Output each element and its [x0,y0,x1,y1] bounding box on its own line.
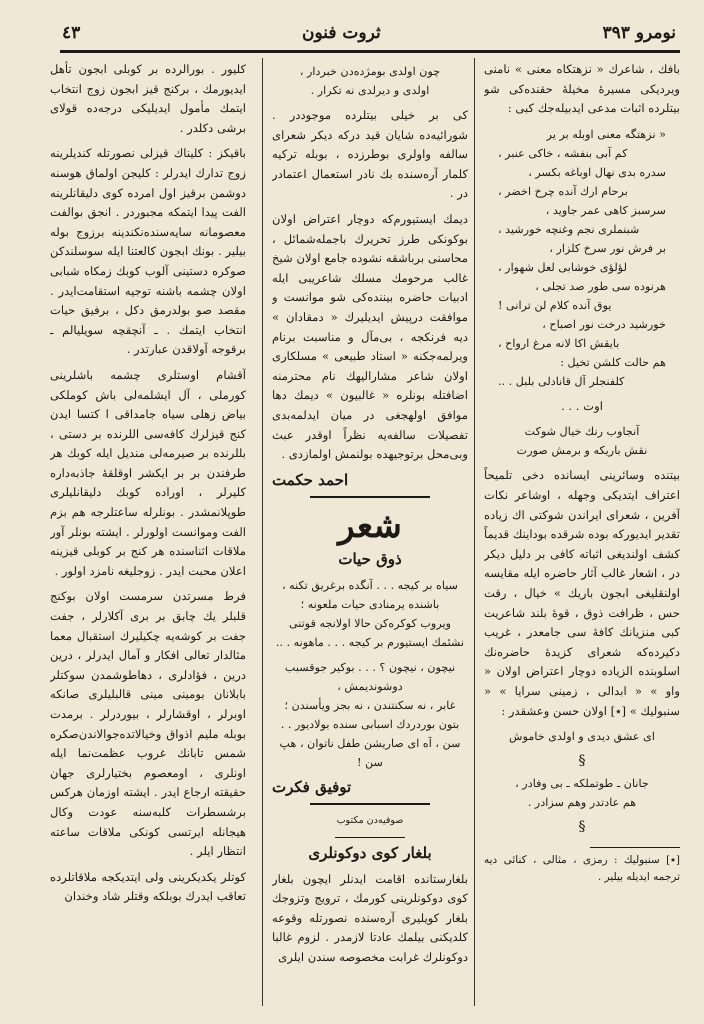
verse-line: نقش باریکه و برمش صورت [516,444,648,458]
issue-number: نومرو ۳۹۳ [602,23,676,43]
page-header [62,16,676,50]
left-paragraph-4: فرط مسرتدن سرمست اولان بوکنج قلبلر یك چابق بر بری آکلارلر ، جفت جفت بر کوشه‌یه چکیلیرك استقبال معما مثالدار تعالی افکار و آمال ایدرلر ، درین درین ، فؤادلری ، دهاطوشمدن سوکتلر بابلانان بومینی مینی قالبلیلری صانکه اوبرلر ، اوقشارلر ، بیوردرلر . برمدت بوبله ملیم اذواق وخیالاتده‌جوالاندن‌صکره شمس تابانك غروب عظمت‌نما ایله اونلری ، اومعصوم بختیارلری جهان حقیقته ارجاع ایدر . ایشته اوزمان هرکس برشسطرات کلبه‌سنه عودت وکال هیجانله ایرتسی کونکی ملاقات ساعته انتظار ایلر . [50,589,246,859]
column-right [484,60,680,1010]
verse-line: بایقش اکا لانه مرغ ارواح ، [498,336,620,350]
verse-line: یوق آنده کلام لن ترانی ! [498,298,612,312]
journal-title: ثروت فنون [301,23,381,43]
separator [310,496,430,498]
page-number: ٤٣ [62,23,81,43]
letter-title: بلغار کوی دوکونلری [308,844,432,863]
signature-hikmet: احمد حکمت [272,470,349,489]
separator [310,803,430,805]
section-mark: § [578,753,586,770]
verse-line: اولدی و دیرلدی نه تکرار . [310,84,430,97]
verse-line: باشنده یرمنادی حیات ملعونه ؛ [300,597,440,611]
separator [335,837,405,838]
letter-text: بلغارستانده اقامت ایدنلر ایچون بلغار کوی دوکونلرینی کورمك ، ترویج وتزوجك بلغار کویلیری آره‌سنده نصورتله وقوعه کلدیکنی بیلمك عادتا لازمدر . لزوم غالبا دوکونلرك غرابت مخصوصه سندن ایلری [272,871,468,965]
verse-line: کلفنجلر آل قانادلی بلبل . .. [498,374,625,388]
verse-line: بتون بوردردك اسبابی سنده بولادیور . . [280,717,460,731]
middle-paragraph-2: دیمك ایستیورم‌که دوچار اعتراض اولان بوکونکی طرز تحریرك باجمله‌شمائل ، محاسنی برباشقه نشوده جامع اولان شیخ غالب مرحومك مسلك شاعریبی ایله ادبیات حاضره بیننده‌کی شو موانست و موافقت درپیش ایدیلیرك « دمقادان » دیه فرنکجه ، بی‌مآل و مناسبت برنام ویرلمه‌جکنه « استاد طبیعی » مسلکاری اولان شاعر مشارالیهك نام محترمنه اضافتله بونلره « غالبیون » دیمك دها موافق اولهجغی در میان ایدلمه‌بدی تفصیلات سالفه‌یه نظراً اوقدر عبث وبی‌محل برتوجیهده بولنمش اولمازدی . [272,211,468,462]
verse-line: برحام ارك آنده چرخ اخضر ، [498,184,628,198]
verse-line: شبنملری نجم وغنچه خورشید ، [498,222,640,236]
letter-label: صوفیه‌دن مکتوب [336,815,404,827]
verse-line: سدره بدی نهال اوباغه بکسر ، [528,165,666,179]
verse-janan [484,774,680,812]
verse-line: جانان ـ طوتملکه ـ بی وفادر ، [515,776,649,790]
verse-line: هرنوده سی طور صد تجلی ، [535,279,666,293]
analysis-paragraph: بیتنده وسائرینی ایسانده دخی تلمیحاً اعتراف ایتدیکی وجهله ، اوشاعر نکات آفرین ، شعرای ایراندن شوکتی اك زیاده تقدیر ایدیورکه بوده شرقده بوداینك قدیماً کشف اولندیغی اثباته کافی بر دلیل دیکر در ، اشعار غالب آثار حاضره ایله مقایسه اولنقلیغی ابجون باریك » خیال ، رقت حس ، ظرافت ذوق ، قوهٔ بلند شاعریت کبی منزیانك کافهٔ سی جامعدر ، غریب دکیرده‌که شعرای کزیدهٔ حاضره‌نك اسلوبنده الزیاده دوچار اعتراض اولان « واو » « ابدالی ، زمینی سرایا » « سنبولیك » [٭] اولان حسن وعشقدر : [484,468,680,718]
verse-line: کم آبی بنفشه ، خاکی عنبر ، [498,146,628,160]
verse-line: هم عادتدر وهم سزادر . [527,795,637,809]
left-paragraph-5: کوتلر یکدیکرینی ولی ایتدیکجه ملاقاتلرده تعاقب ایدرك بوبلکه وقتلر شاد وخندان [50,869,246,904]
poem-stanza-1 [272,576,468,652]
verse-line: نشئمك ایستیورم بر کیجه . . . ماهونه . .. [275,635,465,649]
poem-title: ذوق حیات [338,550,402,569]
verse-line: هم حالت کلشن تخیل : [560,355,666,369]
verse-line: چون اولدی بومژده‌دن خبردار ، [299,65,441,78]
verse-line: آنجاوب رنك خیال شوکت [524,425,640,439]
left-paragraph-2: باقیکز : کلیناك قیزلی نصورتله کندیلرینه زوج تدارك ایدرلر : کلیجن اولماق هوسنه دوشمن برقیز اول امرده کوی دلیقانلرینه الفت پیدا ایتمکه مجبوردر . انجق بوالفت معصومانه سایه‌سنده‌نکندینه برزوج بوله بیلیر . بونك ابجون کالعتنا ایله سوسلندکن صوکره دستینی آلوب کوبك زمکاه شبابی اولان چشمه باشنه توجیه استقامت‌ایدر . مقصد صو بولدرمق دکل ، برفیق حیات انتخاب ایتمك . ـ آنچقچه سویلیالم ـ برقوجه آولاقدن عبارتدر . [50,146,246,357]
signature-fikret: توفیق فکرت [272,777,352,796]
verse-line: لؤلؤی خوشابی لعل شهوار ، [498,260,627,274]
middle-paragraph-1: کی بر خیلی بیتلرده موجوددر . شورائیه‌ده شایان قید درکه دیکر شعرای سالفه واولری بوطرزده ، بوبله ترکیه کلمار آره‌سنده بك نادر استعمال اعتمادر در . [272,108,468,201]
left-paragraph-3: آقشام اوستلری چشمه باشلرینی کورملی ، آل ایشلمه‌لی باش کوملکی بیاض زهلی سیاه جامداقی ا کتسا ایدن کنج قیزلرك کافه‌سی اللرنده بر دستی ، بللرنده بر صیرمه‌لی مندیل ایله کوبك هر طرفندن بر بر ایکشر اوقلقهٔ جاذبه‌داره کلیرلر ، اوراده کوبك دلیقانلیلری طوپلانمشدر . بونلرله ساعتلرجه هم بزم الفت وموانست اولورلر . ایشته بونلر آور ملاقات اثناسنده هر کنج بر کوبلی قیزینه اعلان محبت ایدر . زوجلیغه نامزد اولور . [50,367,246,578]
verse-line: خورشید درخت نور اصباح ، [542,317,666,331]
verse-line: ویروب کوکره‌کن حالا اولانجه قوتنی [288,616,452,630]
interjection: اوت . . . [561,398,603,413]
poem-section-heading: شعر [338,506,402,547]
verse-line: بر فرش نور سرخ کلزار ، [549,241,666,255]
verse-line: نیچون ، نیچون ؟ . . . بوکیر جوقسبب دوشوندیمش ، [284,660,456,693]
verse-line: سن ، آه ای صاریشن طفل ناتوان ، هپ سن ! [279,736,461,769]
verse-nuzhatgah [484,125,680,391]
column-left [50,60,246,1010]
column-divider-left [262,58,263,1006]
section-mark: § [578,818,586,835]
column-divider-right [474,58,475,1006]
verse-line: سرسبز کاهی عمر جاوید ، [545,203,666,217]
footnote: [٭] سنبولیك : رمزی ، مثالی ، کنائی دیه ترجمه ایدیله بیلیر . [484,854,680,884]
intro-paragraph: بافك ، شاعرك « نزهتكاه معنی » نامنی ویردیکی مسیرهٔ مخیلهٔ حقنده‌کی شو بیتلرده اثبات مدعی ایدبیله‌جك کبی : [484,62,680,116]
verse-line: سیاه بر کیجه . . . آنگده برغریق تکنه ، [281,578,459,592]
top-couplet [272,62,468,100]
header-rule [60,50,680,53]
verse-shevket [484,422,680,460]
verse-line: غابر ، نه سکنتندن ، نه بجز ویأسندن ؛ [284,698,456,712]
footnote-rule [590,847,680,848]
verse-ashk [484,727,680,746]
poem-stanza-2 [272,658,468,772]
verse-line: ای عشق دیدی و اولدی خاموش [508,730,656,744]
verse-line: « نزهتگه معنی اوبله بر یر [546,127,666,141]
column-middle [272,60,468,1010]
left-paragraph-1: کلیور . بورالرده بر کوبلی ابجون تأهل ایدیورمك ، برکنج قیز ابجون زوج انتخاب ایتمك مأمول ایدیلیکی درجه‌ده قولای برشی دکلدر . [50,62,246,135]
